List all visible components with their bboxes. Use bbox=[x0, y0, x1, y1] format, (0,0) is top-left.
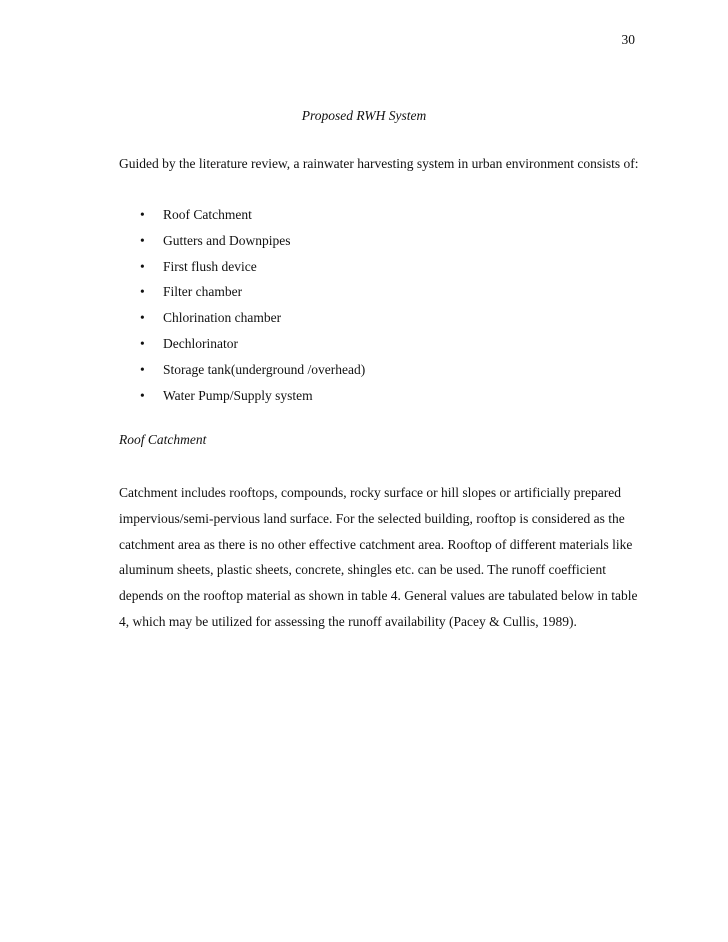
bullet-icon: • bbox=[140, 232, 145, 248]
bullet-icon: • bbox=[140, 387, 145, 403]
list-item bbox=[0, 202, 728, 228]
list-item-text: Chlorination chamber bbox=[163, 310, 282, 326]
bullet-icon: • bbox=[140, 361, 145, 377]
list-item-text: Water Pump/Supply system bbox=[163, 387, 313, 403]
page-number: 30 bbox=[621, 32, 635, 47]
list-item bbox=[0, 228, 728, 254]
body-paragraph: Catchment includes rooftops, compounds, rocky surface or hill slopes or artificially prepared impervious/semi-pervious land surface. For the selected building, rooftop is considered as the catchment area as there is no other effective catchment area. Rooftop of different materials like aluminum sheets, plastic sheets, concrete, shingles etc. can be used. The runoff coefficient depends on the rooftop material as shown in table 4. General values are tabulated below in table 4, which may be utilized for assessing the runoff availability (Pacey & Cullis, 1989). bbox=[119, 485, 638, 629]
list-item-text: Dechlorinator bbox=[163, 335, 238, 351]
list-item bbox=[0, 331, 728, 357]
bullet-icon: • bbox=[140, 207, 145, 222]
list-item bbox=[0, 254, 728, 280]
list-item bbox=[0, 279, 728, 305]
list-item bbox=[0, 305, 728, 331]
intro-paragraph: Guided by the literature review, a rainwater harvesting system in urban environment consists of: bbox=[119, 156, 639, 171]
list-item bbox=[0, 357, 728, 383]
list-item-text: Roof Catchment bbox=[163, 207, 252, 222]
bullet-icon: • bbox=[140, 310, 145, 326]
component-list bbox=[0, 202, 728, 408]
bullet-icon: • bbox=[140, 258, 145, 274]
list-item-text: Gutters and Downpipes bbox=[163, 232, 291, 248]
list-item-text: First flush device bbox=[163, 258, 257, 274]
list-item-text: Storage tank(underground /overhead) bbox=[163, 361, 366, 377]
subsection-heading: Roof Catchment bbox=[119, 432, 207, 447]
bullet-icon: • bbox=[140, 335, 145, 351]
list-item-text: Filter chamber bbox=[163, 284, 243, 300]
section-title: Proposed RWH System bbox=[301, 108, 427, 123]
list-item bbox=[0, 383, 728, 409]
bullet-icon: • bbox=[140, 284, 145, 300]
